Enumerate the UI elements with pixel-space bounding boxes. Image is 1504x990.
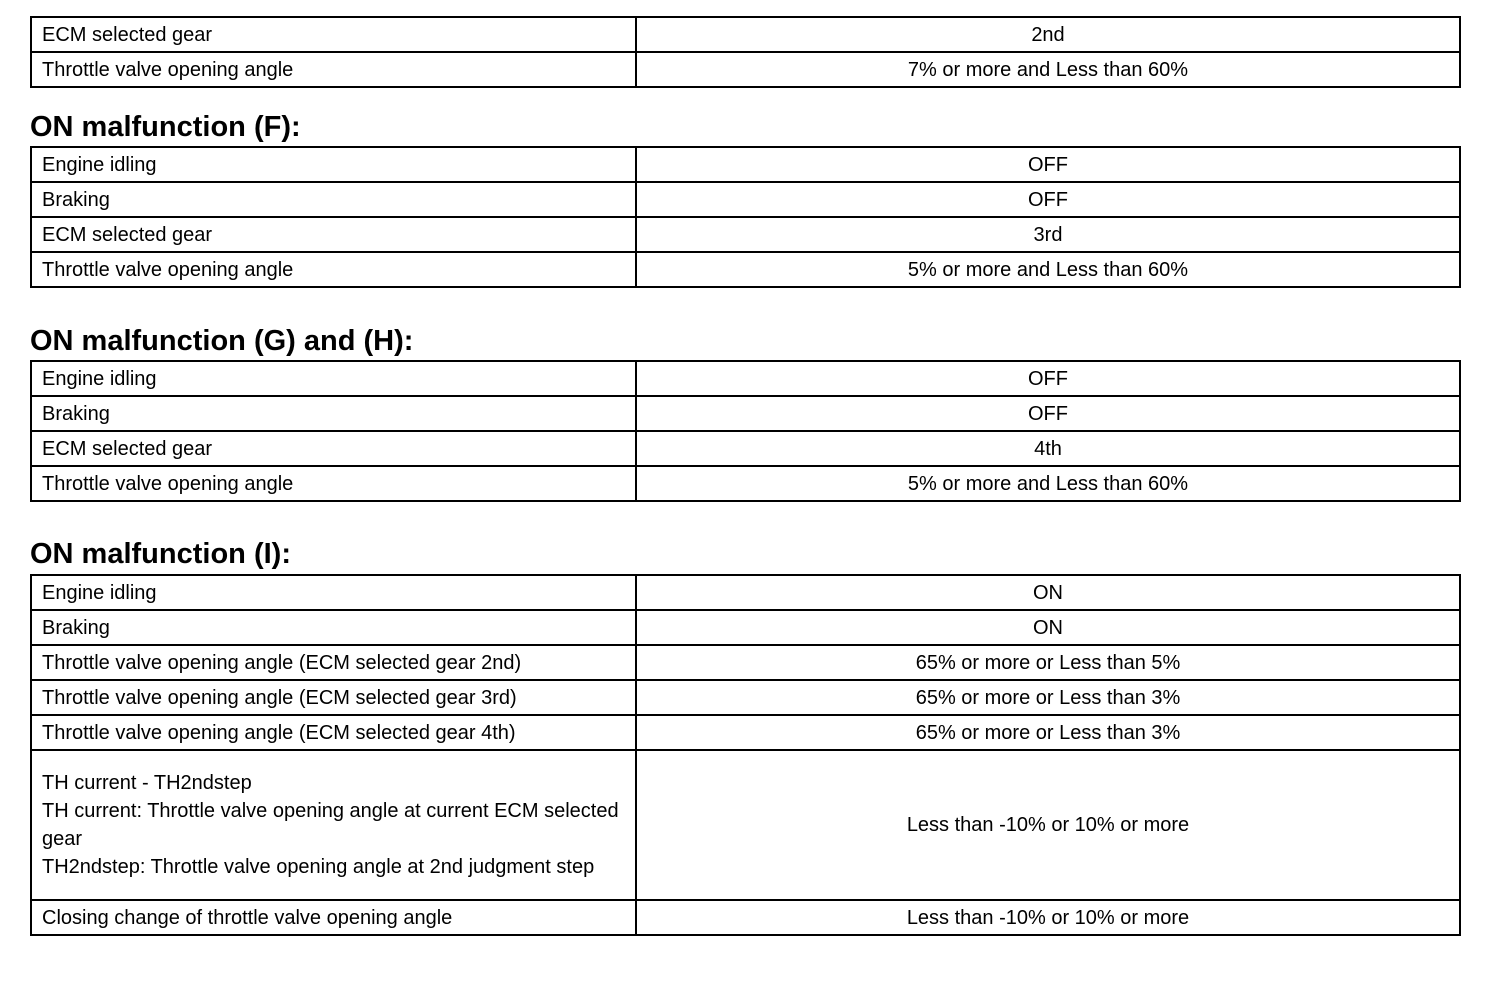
param-cell: ECM selected gear xyxy=(31,217,636,252)
table-row xyxy=(31,680,1460,715)
spec-table xyxy=(30,360,1461,502)
value-cell: 7% or more and Less than 60% xyxy=(636,52,1460,87)
param-cell: ECM selected gear xyxy=(31,17,636,52)
value-cell: 65% or more or Less than 3% xyxy=(636,680,1460,715)
value-cell: Less than -10% or 10% or more xyxy=(636,750,1460,900)
value-cell: 3rd xyxy=(636,217,1460,252)
section-title-malfunction-i: ON malfunction (I): xyxy=(30,538,291,570)
param-cell: ECM selected gear xyxy=(31,431,636,466)
table-malfunction-f xyxy=(30,146,1461,288)
spec-table xyxy=(30,574,1461,936)
value-cell: 5% or more and Less than 60% xyxy=(636,466,1460,501)
section-title-malfunction-f: ON malfunction (F): xyxy=(30,111,301,143)
param-cell: Throttle valve opening angle (ECM selected gear 3rd) xyxy=(31,680,636,715)
table-row xyxy=(31,750,1460,900)
table-malfunction-g-h xyxy=(30,360,1461,502)
table-row xyxy=(31,182,1460,217)
table-row xyxy=(31,147,1460,182)
param-cell: Throttle valve opening angle (ECM selected gear 4th) xyxy=(31,715,636,750)
spec-table xyxy=(30,146,1461,288)
table-malfunction-i xyxy=(30,574,1461,936)
table-row xyxy=(31,431,1460,466)
value-cell: ON xyxy=(636,575,1460,610)
param-cell: Throttle valve opening angle xyxy=(31,252,636,287)
table-row xyxy=(31,575,1460,610)
param-cell: Braking xyxy=(31,396,636,431)
table-row xyxy=(31,396,1460,431)
param-cell: Engine idling xyxy=(31,147,636,182)
table-row xyxy=(31,610,1460,645)
value-cell: Less than -10% or 10% or more xyxy=(636,900,1460,935)
table-gear-2nd xyxy=(30,16,1461,88)
param-cell: TH current - TH2ndstep TH current: Throttle valve opening angle at current ECM selected gear TH2ndstep: Throttle valve opening angle at 2nd judgment step xyxy=(31,750,636,900)
value-cell: OFF xyxy=(636,361,1460,396)
value-cell: 2nd xyxy=(636,17,1460,52)
param-cell: Braking xyxy=(31,610,636,645)
table-row xyxy=(31,361,1460,396)
section-title-malfunction-g-h: ON malfunction (G) and (H): xyxy=(30,325,414,357)
param-cell: Engine idling xyxy=(31,575,636,610)
table-row xyxy=(31,217,1460,252)
param-cell: Throttle valve opening angle xyxy=(31,466,636,501)
table-row xyxy=(31,466,1460,501)
param-cell: Braking xyxy=(31,182,636,217)
value-cell: 5% or more and Less than 60% xyxy=(636,252,1460,287)
table-row xyxy=(31,715,1460,750)
value-cell: 4th xyxy=(636,431,1460,466)
value-cell: OFF xyxy=(636,147,1460,182)
value-cell: 65% or more or Less than 3% xyxy=(636,715,1460,750)
table-row xyxy=(31,17,1460,52)
table-row xyxy=(31,52,1460,87)
param-cell: Throttle valve opening angle (ECM selected gear 2nd) xyxy=(31,645,636,680)
param-cell: Closing change of throttle valve opening angle xyxy=(31,900,636,935)
param-cell: Engine idling xyxy=(31,361,636,396)
value-cell: OFF xyxy=(636,396,1460,431)
value-cell: OFF xyxy=(636,182,1460,217)
value-cell: 65% or more or Less than 5% xyxy=(636,645,1460,680)
spec-table xyxy=(30,16,1461,88)
param-cell: Throttle valve opening angle xyxy=(31,52,636,87)
table-row xyxy=(31,252,1460,287)
table-row xyxy=(31,900,1460,935)
table-row xyxy=(31,645,1460,680)
value-cell: ON xyxy=(636,610,1460,645)
